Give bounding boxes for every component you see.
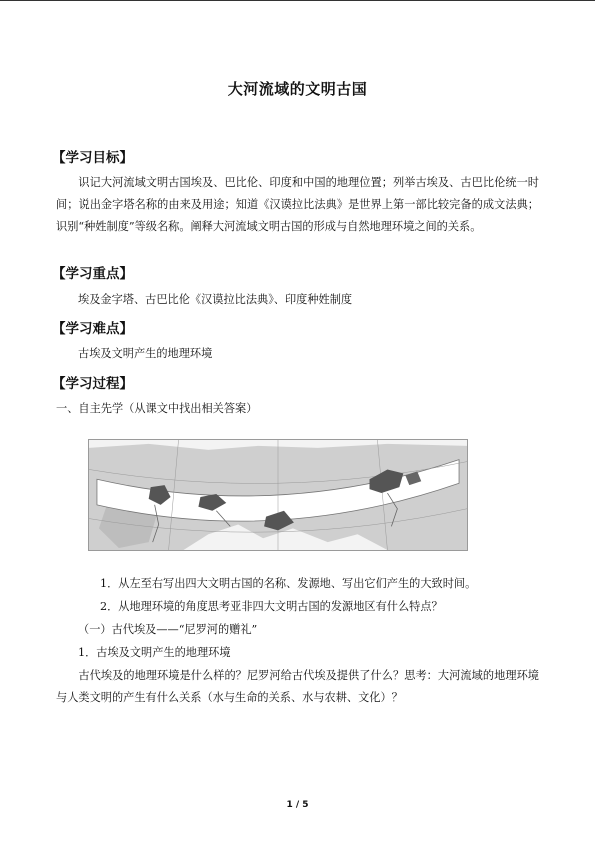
- map-graphic: [89, 440, 467, 550]
- objectives-text: 识记大河流域文明古国埃及、巴比伦、印度和中国的地理位置；列举古埃及、古巴比伦统一时间；说出金字塔名称的由来及用途；知道《汉谟拉比法典》是世界上第一部比较完备的成文法典；识别“种姓制度”等级名称。阐释大河流域文明古国的形成与自然地理环境之间的关系。: [56, 176, 539, 233]
- subsection-question-1: 1．古埃及文明产生的地理环境: [78, 646, 231, 659]
- subsection-heading: （一）古代埃及——“尼罗河的赠礼”: [78, 623, 258, 636]
- question-1: 1．从左至右写出四大文明古国的名称、发源地、写出它们产生的大致时间。: [100, 577, 477, 590]
- difficulties-heading: 【学习难点】: [52, 321, 133, 337]
- header-rule: [0, 0, 595, 1]
- process-heading: 【学习过程】: [52, 376, 133, 392]
- page-title: 大河流域的文明古国: [227, 80, 368, 98]
- step-one-text: 一、自主先学（从课文中找出相关答案）: [56, 402, 258, 415]
- question-2: 2．从地理环境的角度思考亚非四大文明古国的发源地区有什么特点？: [100, 600, 443, 613]
- objectives-heading: 【学习目标】: [52, 150, 133, 166]
- key-points-text: 埃及金字塔、古巴比伦《汉谟拉比法典》、印度种姓制度: [78, 293, 353, 306]
- ancient-civilizations-map: [88, 439, 468, 551]
- difficulties-text: 古埃及文明产生的地理环境: [78, 347, 213, 360]
- key-points-heading: 【学习重点】: [52, 266, 133, 282]
- page-number: 1 / 5: [286, 800, 309, 810]
- environment-paragraph: 古代埃及的地理环境是什么样的？尼罗河给古代埃及提供了什么？思考：大河流域的地理环境与人类文明的产生有什么关系（水与生命的关系、水与农耕、文化）？: [56, 669, 539, 704]
